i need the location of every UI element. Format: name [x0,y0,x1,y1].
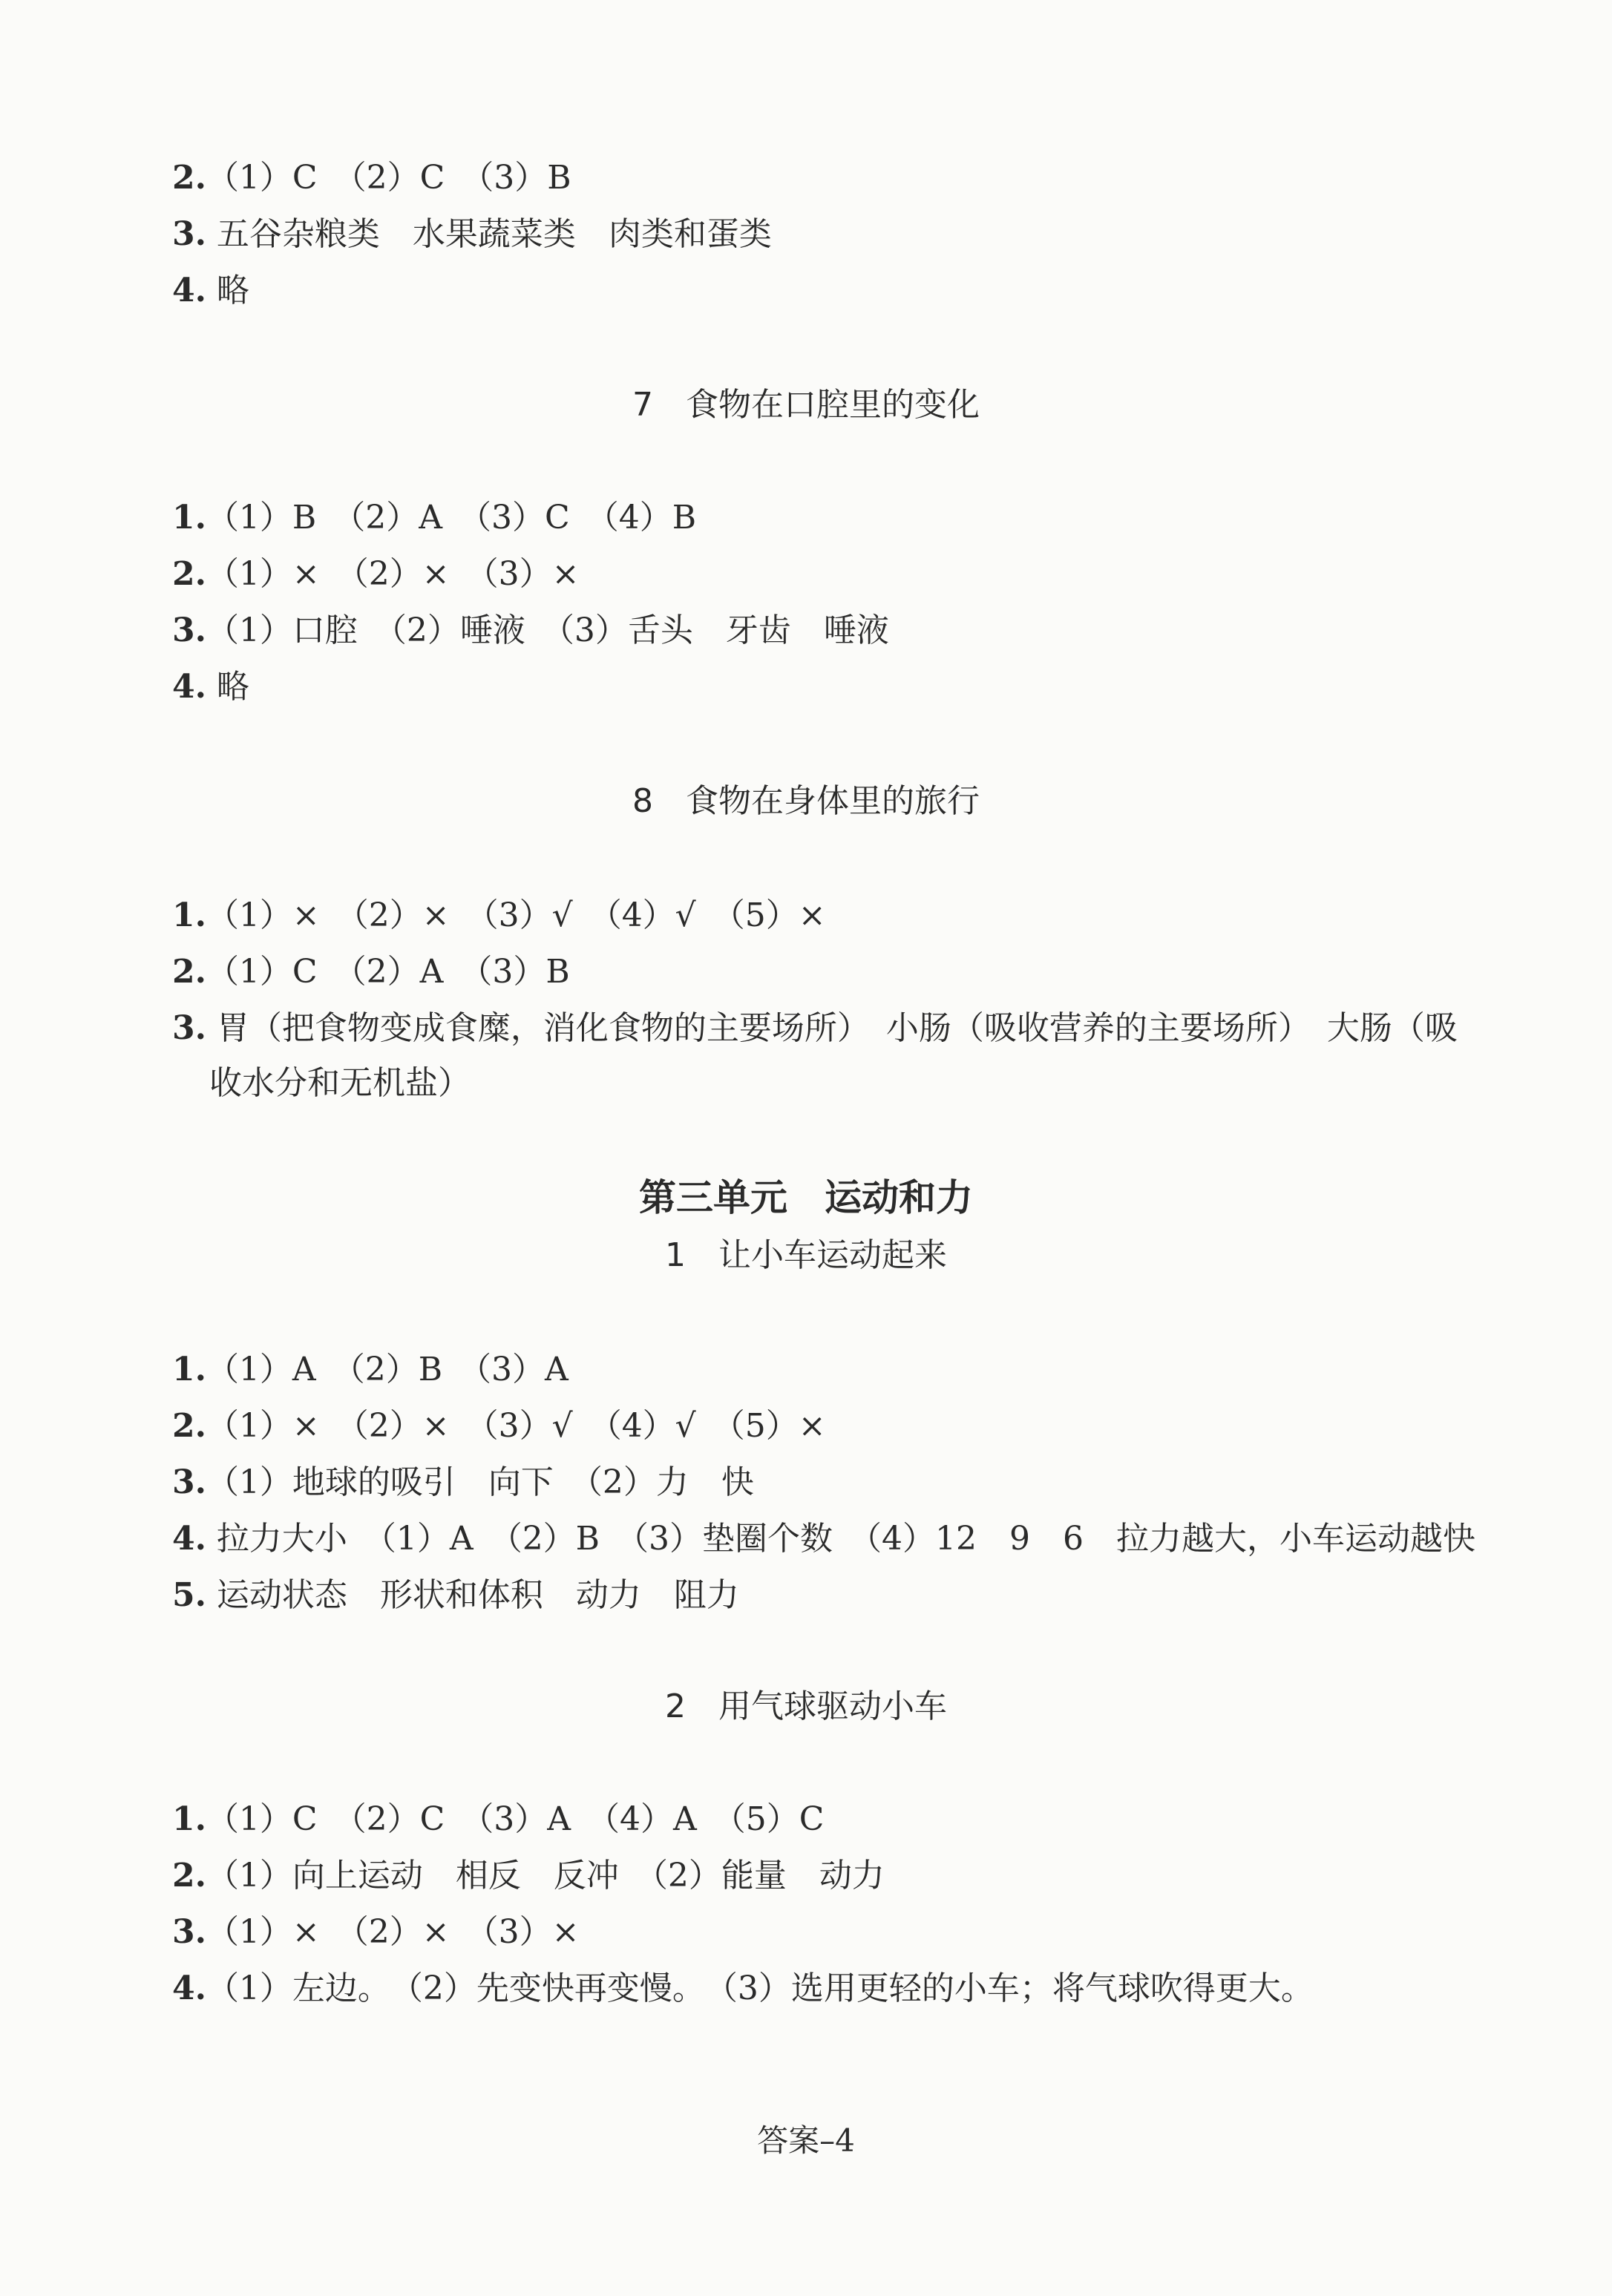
unit-title: 第三单元 运动和力 [639,1175,973,1219]
answer-line: 3.（1）口腔 （2）唾液 （3）舌头 牙齿 唾液 [172,611,889,649]
answer-line: 3. 五谷杂粮类 水果蔬菜类 肉类和蛋类 [172,215,772,253]
page-number: 答案–4 [757,2122,855,2159]
answer-line: 2.（1）C （2）C （3）B [172,159,571,197]
answer-line: 2.（1）向上运动 相反 反冲 （2）能量 动力 [172,1857,885,1895]
answer-line: 1.（1）× （2）× （3）√ （4）√ （5）× [172,896,826,934]
answer-line: 4. 拉力大小 （1）A （2）B （3）垫圈个数 （4）12 9 6 拉力越大，小车运动越快 [172,1520,1475,1558]
answer-line: 1.（1）B （2）A （3）C （4）B [172,499,697,537]
section-title: 7 食物在口腔里的变化 [632,386,980,424]
answer-line: 1.（1）C （2）C （3）A （4）A （5）C [172,1800,825,1838]
answer-line-continuation: 收水分和无机盐） [209,1064,471,1102]
answer-line: 4. 略 [172,272,249,309]
answer-line: 3.（1）× （2）× （3）× [172,1913,580,1951]
lesson-title: 2 用气球驱动小车 [665,1687,947,1725]
section-title: 8 食物在身体里的旅行 [632,782,980,820]
lesson-title: 1 让小车运动起来 [665,1236,947,1274]
answer-line: 4. 略 [172,668,249,706]
answer-line: 3.（1）地球的吸引 向下 （2）力 快 [172,1463,754,1501]
answer-line: 4.（1）左边。 （2）先变快再变慢。 （3）选用更轻的小车；将气球吹得更大。 [172,1969,1314,2007]
answer-line: 5. 运动状态 形状和体积 动力 阻力 [172,1576,739,1614]
answer-line: 2.（1）× （2）× （3）× [172,555,580,593]
answer-line: 1.（1）A （2）B （3）A [172,1351,569,1388]
answer-line: 3. 胃（把食物变成食糜，消化食物的主要场所） 小肠（吸收营养的主要场所） 大肠（吸 [172,1009,1458,1047]
answer-line: 2.（1）C （2）A （3）B [172,953,570,991]
answer-line: 2.（1）× （2）× （3）√ （4）√ （5）× [172,1407,826,1445]
